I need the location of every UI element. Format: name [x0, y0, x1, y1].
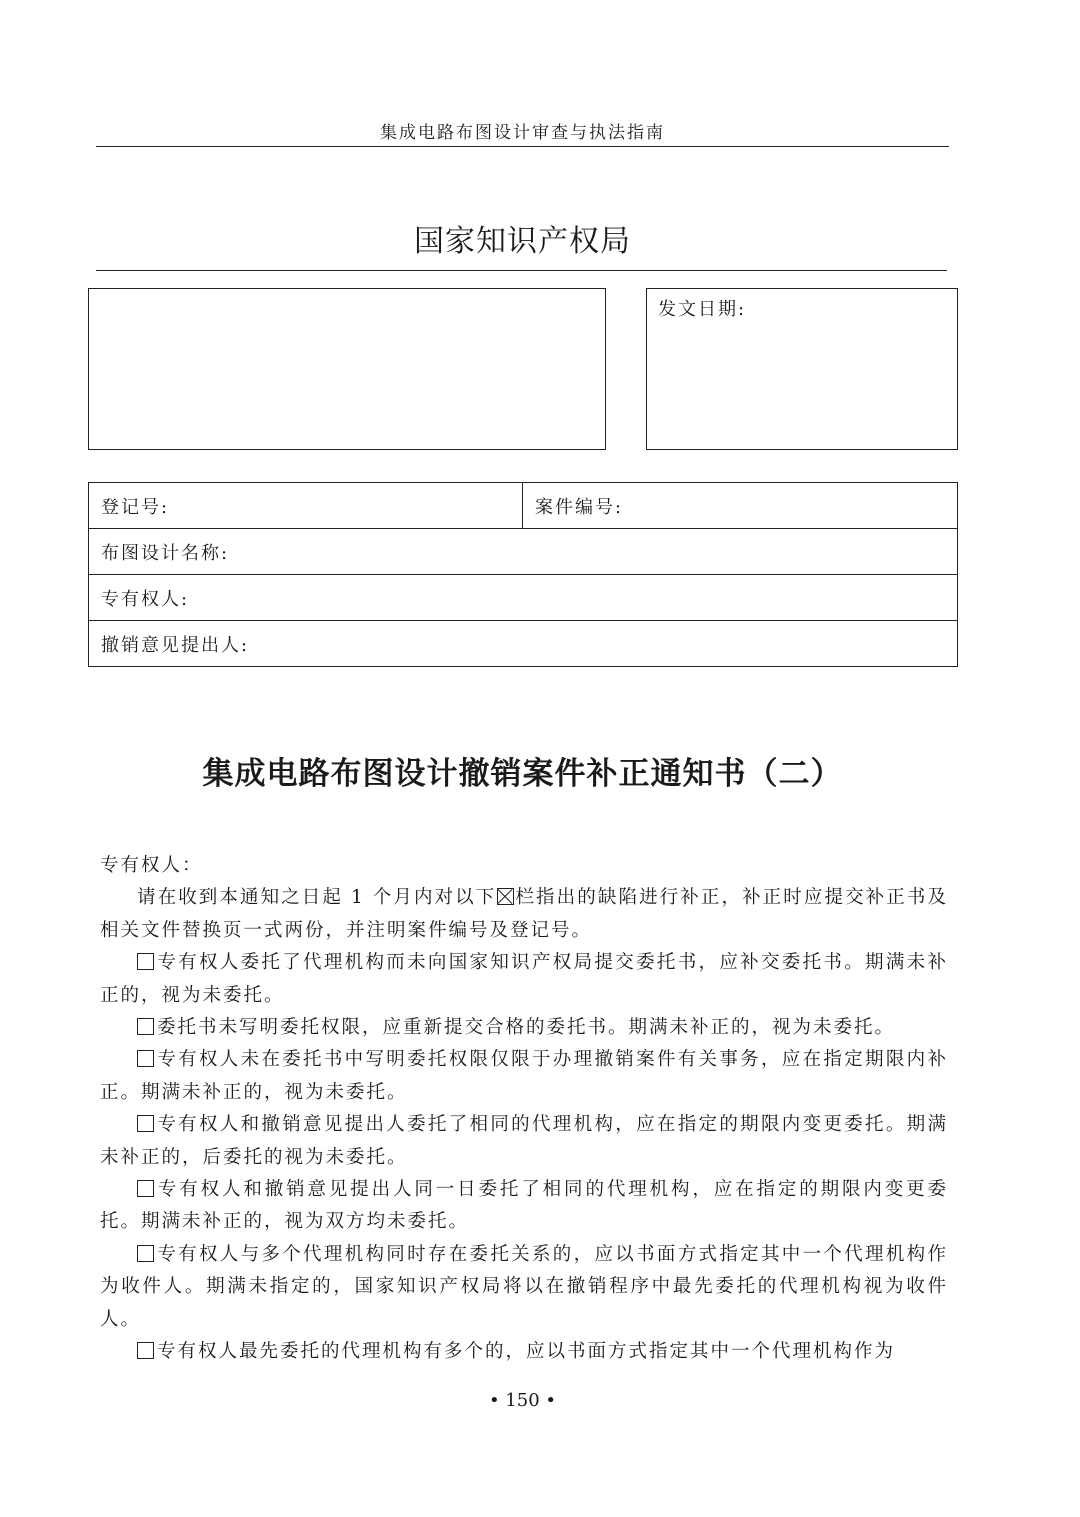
table-row [89, 483, 958, 529]
office-rule [96, 270, 947, 271]
list-item [100, 1239, 948, 1336]
list-item [100, 1109, 948, 1174]
checkbox-icon[interactable] [137, 1342, 154, 1359]
running-header: 集成电路布图设计审查与执法指南 [380, 123, 665, 143]
salutation: 专有权人： [100, 855, 203, 876]
item-text: 专有权人最先委托的代理机构有多个的，应以书面方式指定其中一个代理机构作为 [157, 1341, 896, 1363]
header-rule [96, 146, 949, 147]
intro-text-end: 栏指出的缺陷进行补正，补正时应提交补正书及相关文件替换页一式两份，并注明案件编号及登记号。 [100, 887, 948, 941]
notice-title: 集成电路布图设计撤销案件补正通知书（二） [202, 756, 843, 792]
dispatch-date-box [646, 288, 958, 450]
list-item [100, 1044, 948, 1109]
item-text: 委托书未写明委托权限，应重新提交合格的委托书。期满未补正的，视为未委托。 [157, 1017, 896, 1039]
case-no-cell: 案件编号: [523, 483, 958, 529]
item-text: 专有权人和撤销意见提出人委托了相同的代理机构，应在指定的期限内变更委托。期满未补正的，后委托的视为未委托。 [100, 1114, 948, 1168]
address-box [88, 288, 606, 450]
dispatch-date-label: 发文日期: [658, 299, 747, 320]
checkbox-icon[interactable] [137, 1050, 154, 1067]
checkbox-icon[interactable] [137, 1180, 154, 1197]
item-text: 专有权人与多个代理机构同时存在委托关系的，应以书面方式指定其中一个代理机构作为收件人。期满未指定的，国家知识产权局将以在撤销程序中最先委托的代理机构视为收件人。 [100, 1243, 948, 1330]
checkbox-icon[interactable] [137, 1018, 154, 1035]
table-row [89, 575, 958, 621]
list-item [100, 947, 948, 1012]
intro-text-start: 请在收到本通知之日起 1 个月内对以下 [137, 887, 497, 909]
intro-paragraph [100, 882, 948, 947]
office-name: 国家知识产权局 [414, 224, 631, 259]
petitioner-cell: 撤销意见提出人: [89, 621, 958, 667]
list-item [100, 1012, 948, 1044]
item-text: 专有权人和撤销意见提出人同一日委托了相同的代理机构，应在指定的期限内变更委托。期满未补正的，视为双方均未委托。 [100, 1179, 948, 1233]
item-text: 专有权人委托了代理机构而未向国家知识产权局提交委托书，应补交委托书。期满未补正的，视为未委托。 [100, 952, 948, 1006]
owner-cell: 专有权人: [89, 575, 958, 621]
page-number: • 150 • [488, 1390, 557, 1411]
registration-no-cell: 登记号: [89, 483, 523, 529]
notice-body [100, 850, 948, 1369]
item-text: 专有权人未在委托书中写明委托权限仅限于办理撤销案件有关事务，应在指定期限内补正。期满未补正的，视为未委托。 [100, 1049, 948, 1103]
list-item [100, 1336, 948, 1368]
table-row [89, 529, 958, 575]
checkbox-icon[interactable] [137, 953, 154, 970]
case-info-table [88, 482, 958, 667]
list-item [100, 1174, 948, 1239]
checkbox-icon[interactable] [137, 1115, 154, 1132]
checkbox-icon[interactable] [137, 1245, 154, 1262]
checked-box-icon [497, 888, 514, 905]
design-name-cell: 布图设计名称: [89, 529, 958, 575]
table-row [89, 621, 958, 667]
